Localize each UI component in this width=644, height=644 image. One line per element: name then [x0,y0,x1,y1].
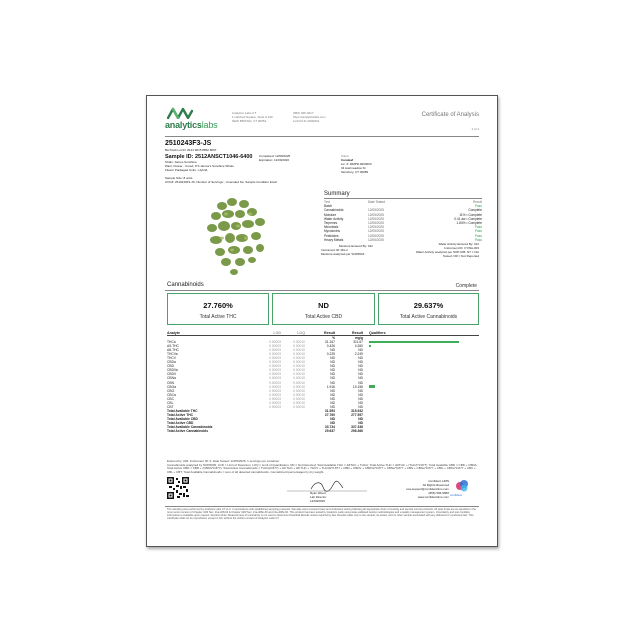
analyte-name: CBCa [167,392,176,397]
analyte-lod [255,429,281,433]
lab-phone: (860) 925-0217 [293,111,314,115]
analyte-loq: 0.00010 [293,384,305,389]
analyte-result-percent: ND [330,372,335,377]
analyte-result-mg: ND [358,368,363,373]
analyte-qualifier [363,429,479,433]
strain: Strain: James Sunshine [165,160,197,164]
analyte-loq: 0.00010 [293,372,305,377]
footer-divider [165,506,479,507]
summary-divider [324,198,482,199]
client-name: Curaleaf [341,158,354,162]
total-active-cbd-label: Total Active CBD [304,314,343,320]
summary-date: 12/05/2025 [368,212,384,217]
client-license: Lic. #: MMPR.0000003 [341,162,372,166]
analyte-bar [369,345,371,348]
summary-test: Moisture [324,212,337,217]
director-signature [277,477,377,503]
analyte-loq: 0.00010 [293,388,305,393]
support-email: coa-support@confidentlims.com [406,487,449,491]
summary-date: 12/06/2025 [368,220,384,225]
analyte-lod: 0.00003 [269,344,281,349]
summary-result: 1.84% • Complete [456,220,482,225]
analyte-name: CBDV [167,372,177,377]
summary-date: 12/06/2025 [368,233,384,238]
lab-website: https://analyticslabs.com [293,115,326,119]
total-active-thc-box [167,293,269,325]
analyte-result-percent: ND [330,416,335,421]
analyte-result-percent: ND [330,400,335,405]
biotrack-lot: BioTrack Lot ID: 8121 9015 8852 8097 [165,148,217,152]
analyte-result-percent: ND [330,404,335,409]
page-number: 1 of 1 [471,127,479,131]
footer-disclaimer: The sampling was performed by Analytics Labs CT LLC. In accordance with established sampling protocols. Samples were received intact and underwent testing following all appropriate chain of custody and sample control protocols. All pass limits are as specified in the most recent version of Chapter 420f Sec. 21a-408-64 & Chapter 420f Sec. 21a-408e-69 and 21a-408e-60. This product has been tested by Analytics Labs using state-validated testing methodologies and a quality management system. Uncertainty and test condition information is available upon request. Decision Rule: Measurement of uncertainty is not used to determine Pass/Fail Results unless required by law. Results relate only to the sample, as tested, and no other sample associated with any delivered or conducted test. This Certificate shall not be reproduced, except in full, without the written consent of Analytics Labs CT. [167,508,476,520]
summary-heading: Summary [324,191,350,197]
analyte-result-percent: 31.593 [324,408,335,413]
analyte-loq: 0.00010 [293,368,305,373]
lab-address-2: NEW BRITAIN, CT 06052 [232,119,267,123]
analyte-result-mg: ND [358,356,363,361]
summary-result: Pass [474,225,482,230]
director-name: Ryan Wood [310,491,326,495]
analyte-loq: 0.00010 [293,348,305,353]
analyte-result-mg: ND [358,400,363,405]
analyte-lod: 0.00003 [269,360,281,365]
entered-by-note: Entered by: 006; Instrument ID: 2; Date Tested: 12/05/2025; 1 servings per container. [167,459,280,463]
analyte-name: CBNa [167,376,176,381]
summary-result: 11% • Complete [459,212,482,217]
analyte-result-mg: ND [358,348,363,353]
analyte-name: CBC [167,396,174,401]
analyte-name: Total Available Cannabinoids [167,425,213,430]
analyte-result-mg: 337.338 [351,425,363,430]
sample-size: Sample Size: 8 units [165,176,193,180]
analyte-name: Total Available THC [167,408,198,413]
analyte-name: Total Active Cannabinoids [167,429,209,434]
sample-id: Sample ID: 2512ANSCT1046-6400 [165,154,253,160]
summary-test: Mycotoxins [324,229,340,234]
analyte-name: THCVa [167,352,178,357]
analyte-bar [369,385,375,388]
total-active-cannabinoids-value: 29.637% [413,301,444,310]
lab-address-1: 1 Hartford Square, Suite # 230 [232,115,273,119]
analyte-result-mg: ND [358,420,363,425]
header-divider [165,136,479,137]
logo-wordmark: analyticslabs [165,120,218,130]
analyte-loq: 0.00010 [293,344,305,349]
total-active-cannabinoids-box [378,293,479,325]
analyte-bar [369,341,459,344]
analyte-result-mg: 315.932 [351,408,363,413]
analyte-result-percent: 29.637 [324,429,335,434]
analyte-result-percent: ND [330,376,335,381]
analyte-name: Δ9-THC [167,344,179,349]
summary-test: Cannabinoids [324,208,344,213]
water-activity-legend: Tested; NR = Not Reported [442,254,479,258]
cannabinoids-status: Complete [455,283,477,289]
analytics-labs-logo-icon [167,107,193,119]
water-activity-entered-by: Water Activity Entered By: 012 [438,242,479,246]
summary-result: Complete [468,208,482,213]
analyte-name: Total Available CBD [167,416,198,421]
confident-logo-icon [455,479,469,493]
summary-header-row: Test Date Tested Result [324,200,482,204]
summary-result: 0.41 aw • Complete [454,216,482,221]
analyte-lod: 0.00003 [269,348,281,353]
matrix: Plant, Flower - Cured, P.S James's Sunshine Whole [165,164,234,168]
analyte-loq: 0.00010 [293,364,305,369]
coa-document [146,95,498,547]
analyte-result-percent: 33.734 [324,425,335,430]
analyte-result-mg: ND [358,396,363,401]
analyte-result-percent: ND [330,380,335,385]
client-address-2: Simsbury, CT 06089 [341,170,369,174]
summary-date: 12/05/2025 [368,216,384,221]
analyte-lod: 0.00003 [269,340,281,345]
summary-test: Batch [324,204,333,209]
analyte-result-percent: 31.167 [324,340,335,345]
confident-lims-name: Confident LIMS [428,479,449,483]
analyte-result-percent: ND [330,368,335,373]
analyte-loq: 0.00010 [293,392,305,397]
analyte-result-percent: 0.426 [326,344,335,349]
qr-code-icon [167,477,189,499]
units-row: % mg/g [332,336,363,340]
analyte-name: CBGa [167,384,176,389]
rights-reserved: All Rights Reserved [422,483,449,487]
analyte-result-percent: ND [330,388,335,393]
analyte-lod: 0.00003 [269,404,281,409]
client-address-1: 34 Hazmeadow St [341,166,366,170]
analyte-loq: 0.00010 [293,340,305,345]
total-active-cbd-value: ND [318,301,329,310]
analyte-result-mg: 296.366 [351,429,363,434]
summary-test: Microbials [324,225,339,230]
total-active-cbd-box [272,293,375,325]
analyte-result-mg: 2.249 [354,352,363,357]
analyte-loq [281,429,305,433]
analyte-result-mg: ND [358,372,363,377]
method-note: Cannabinoids analyzed by SOP#009; LOD = Limit of Detection; LOQ = Limit of Quantitation; ND = Not Detected; Total Available THC = Δ9THC + THCA; Total Active THC = Δ9THC + (THCA*0.877); Total Available CBD = CBD + CBDA; Total Active CBD = CBD + (CBDA*0.877); Total Active Cannabinoids = THCA(0.877) + Δ9 THC + Δ8 THC + THCV + THCVa*0.877 + CBD + CBDV + CBDVa*0.877 + CBNa*0.877 + CBN + CBGa*0.877 + CBG + CBCa*0.877 + CBC + CBL + CBT; Total Available Cannabinoids = sum of all detected cannabinoids. Cannabinoid percentages by dry weight. [167,462,478,474]
analyte-name: CBDVa [167,368,178,373]
analyte-name: CBG [167,388,175,393]
cannabinoids-heading: Cannabinoids [167,282,204,288]
analyte-loq: 0.00010 [293,396,305,401]
moisture-instrument: Instrument ID: MA-2 [321,248,348,252]
expiration-date: Expiration: 12/09/2026 [259,158,290,162]
summary-result: Pass [474,204,482,209]
analyte-result-mg: ND [358,376,363,381]
total-active-thc-label: Total Active THC [199,314,237,320]
confident-brand: confident [450,493,463,497]
analyte-lod: 0.00003 [269,392,281,397]
analyte-lod: 0.00003 [269,372,281,377]
total-active-thc-value: 27.760% [203,301,233,310]
analyte-result-mg: 311.67 [353,340,363,345]
analyte-result-mg: ND [358,364,363,369]
summary-table [324,200,482,242]
doc-title: Certificate of Analysis [421,112,479,118]
lab-name: Analytics Labs CT [232,111,257,115]
cannabinoids-divider [165,290,479,291]
summary-date: 12/06/2025 [368,237,384,242]
analyte-result-mg: ND [358,404,363,409]
sample-title: 2510243F3-JS [165,140,212,147]
analyte-name: CBDa [167,360,176,365]
table-header-row: Analyte LOD LOQ Result Result Qualifiers [167,330,479,336]
analyte-result-percent: ND [330,356,335,361]
analyte-result-percent: 0.225 [326,352,335,357]
total-active-cannabinoids-label: Total Active Cannabinoids [399,314,458,320]
analyte-name: Total Active THC [167,412,194,417]
analyte-result-mg: 19.156 [352,384,363,389]
analyte-loq: 0.00010 [293,352,305,357]
analyte-lod: 0.00003 [269,368,281,373]
summary-date: 12/05/2025 [368,229,384,234]
analyte-lod: 0.00003 [269,388,281,393]
summary-date: 12/05/2025 [368,208,384,213]
summary-test: Terpenes [324,220,338,225]
completed-date: Completed: 12/09/2025 [259,154,291,158]
coc-line: COC#: 2510243F3-JS; Number of Servings: ; Amended No; Sample Condition Intact [165,180,278,184]
flower-type: Flower Packaged Units - Hybrid, [165,168,209,172]
moisture-sop: Moisture analyzed per SOP#004 [321,252,365,256]
summary-date: 12/05/2025 [368,225,384,230]
analyte-name: Total Active CBD [167,420,194,425]
analyte-lod: 0.00003 [269,364,281,369]
analyte-result-percent: ND [330,396,335,401]
analyte-loq: 0.00010 [293,404,305,409]
analyte-loq: 0.00010 [293,380,305,385]
analyte-name: CBD [167,364,174,369]
summary-result: Pass [474,233,482,238]
summary-result: Pass [474,229,482,234]
analyte-loq: 0.00010 [293,356,305,361]
confident-website: www.confidentlims.com [417,495,449,499]
analyte-result-mg: ND [358,388,363,393]
table-row [167,429,479,433]
summary-test: Water Activity [324,216,344,221]
analyte-name: Δ8-THC [167,348,179,353]
analyte-loq: 0.00010 [293,360,305,365]
analyte-result-percent: ND [330,392,335,397]
lab-license: Lic# ACTL.0000001 [293,119,320,123]
analyte-result-percent: ND [330,348,335,353]
summary-result: Pass [474,237,482,242]
analyte-name: THCa [167,340,176,345]
product-photo [202,192,274,280]
water-activity-instrument: Instrument ID: CYWA-003 [444,246,479,250]
analyte-name: CBL [167,400,174,405]
signoff-date: 12/09/2025 [310,499,326,503]
analyte-lod: 0.00003 [269,384,281,389]
analyte-result-percent: ND [330,364,335,369]
analyte-name: THCV [167,356,176,361]
analyte-lod: 0.00003 [269,356,281,361]
cannabinoid-table [167,330,479,433]
analyte-lod: 0.00003 [269,352,281,357]
analyte-lod: 0.00003 [269,376,281,381]
cannabinoid-notes [167,460,482,474]
support-phone: (866) 506-5866 [428,491,449,495]
analyte-result-mg: ND [358,380,363,385]
analyte-lod: 0.00003 [269,380,281,385]
analyte-result-percent: 1.916 [326,384,335,389]
analyte-name: CBN [167,380,174,385]
analyte-loq: 0.00010 [293,400,305,405]
summary-test: Heavy Metals [324,237,344,242]
moisture-entered-by: Moisture Entered By: 012 [339,244,373,248]
analyte-result-percent: 27.760 [324,412,335,417]
analyte-result-mg: ND [358,360,363,365]
analyte-lod: 0.00003 [269,396,281,401]
summary-test: Pesticides [324,233,339,238]
analyte-result-mg: ND [358,416,363,421]
analyte-lod: 0.00003 [269,400,281,405]
water-activity-sop: Water Activity analyzed per SOP-005: NT = Not [416,250,479,254]
analyte-result-mg: 4.260 [354,344,363,349]
analyte-result-mg: ND [358,392,363,397]
director-role: Lab Director [310,495,327,499]
analyte-result-percent: ND [330,360,335,365]
analyte-result-percent: ND [330,420,335,425]
analyte-loq: 0.00010 [293,376,305,381]
analyte-result-mg: 277.597 [351,412,363,417]
analyte-name: CBT [167,404,174,409]
client-label: Client [341,154,349,158]
